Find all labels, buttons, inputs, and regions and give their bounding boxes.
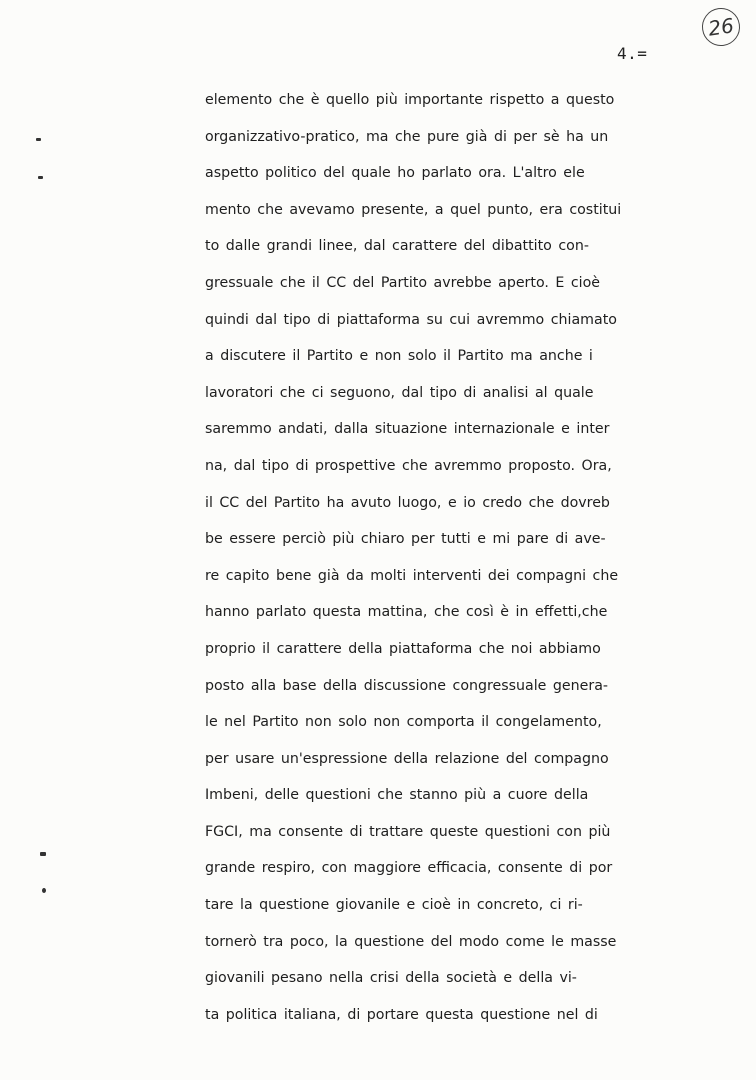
page-number: 4.=	[617, 44, 648, 63]
text-line: posto alla base della discussione congressuale genera-	[205, 677, 609, 694]
margin-mark	[42, 888, 46, 893]
margin-mark	[36, 138, 41, 141]
handwritten-folio-number: 26	[700, 6, 743, 49]
text-line: elemento che è quello più importante rispetto a questo	[205, 92, 615, 108]
text-line: be essere perciò più chiaro per tutti e mi pare di ave-	[205, 531, 606, 548]
text-line: lavoratori che ci seguono, dal tipo di analisi al quale	[205, 384, 594, 401]
text-line: to dalle grandi linee, dal carattere del dibattito con-	[205, 238, 589, 255]
text-line: na, dal tipo di prospettive che avremmo proposto. Ora,	[205, 457, 612, 474]
text-line: a discutere il Partito e non solo il Partito ma anche i	[205, 348, 593, 365]
text-line: quindi dal tipo di piattaforma su cui avremmo chiamato	[205, 311, 617, 328]
text-line: giovanili pesano nella crisi della società e della vi-	[205, 970, 577, 987]
text-line: hanno parlato questa mattina, che così è in effetti,che	[205, 604, 608, 621]
text-line: re capito bene già da molti interventi dei compagni che	[205, 567, 619, 584]
body-text	[205, 86, 715, 1037]
text-line: grande respiro, con maggiore efficacia, consente di por	[205, 860, 613, 877]
margin-mark	[40, 852, 46, 856]
text-line: FGCI, ma consente di trattare queste questioni con più	[205, 823, 611, 840]
text-line: gressuale che il CC del Partito avrebbe aperto. E cioè	[205, 274, 601, 291]
text-line: le nel Partito non solo non comporta il congelamento,	[205, 714, 602, 731]
text-line: tare la questione giovanile e cioè in concreto, ci ri-	[205, 897, 583, 914]
text-line: tornerò tra poco, la questione del modo come le masse	[205, 933, 617, 950]
text-line: mento che avevamo presente, a quel punto, era costitui	[205, 201, 622, 218]
text-line: il CC del Partito ha avuto luogo, e io credo che dovreb	[205, 494, 610, 511]
text-line: proprio il carattere della piattaforma che noi abbiamo	[205, 640, 601, 657]
margin-mark	[38, 176, 43, 179]
text-line: organizzativo-pratico, ma che pure già di per sè ha un	[205, 128, 609, 145]
text-line: per usare un'espressione della relazione del compagno	[205, 750, 609, 767]
text-line: saremmo andati, dalla situazione internazionale e inter	[205, 421, 610, 438]
text-line: ta politica italiana, di portare questa questione nel di	[205, 1006, 598, 1023]
text-line: Imbeni, delle questioni che stanno più a cuore della	[205, 787, 589, 804]
text-line: aspetto politico del quale ho parlato ora. L'altro ele	[205, 165, 585, 182]
